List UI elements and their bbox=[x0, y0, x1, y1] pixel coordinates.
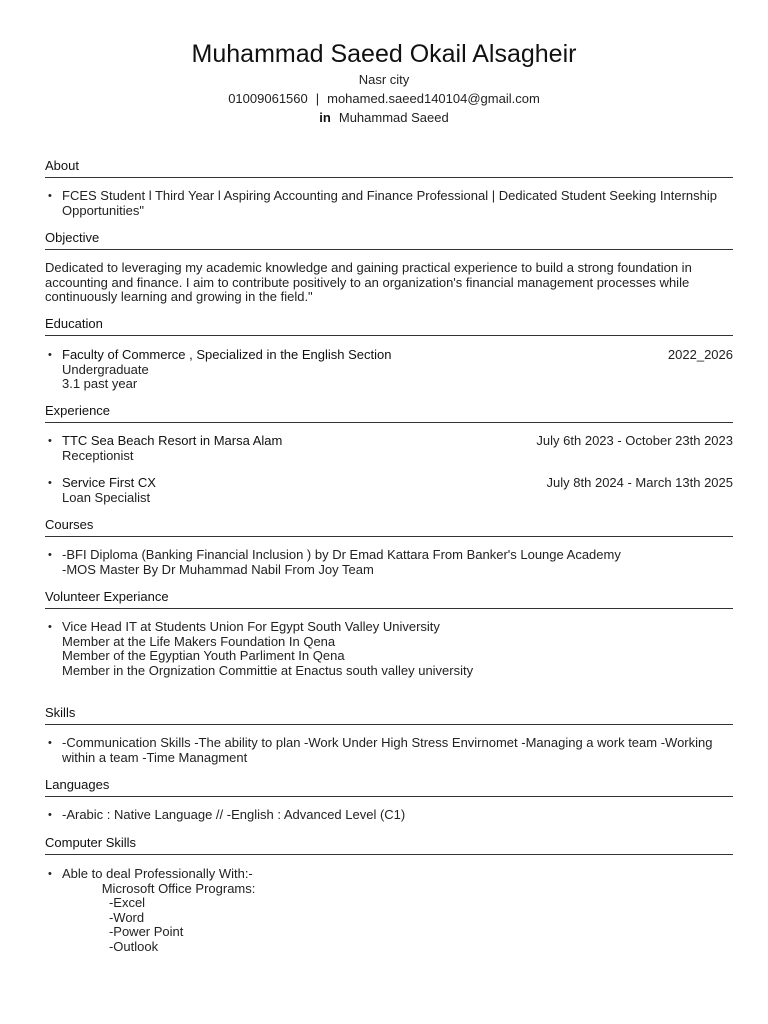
computer-skills-line: • Able to deal Professionally With:- bbox=[62, 866, 253, 881]
computer-skills-line: -Excel bbox=[62, 895, 146, 911]
volunteer-line: • Vice Head IT at Students Union For Egypt South Valley University bbox=[62, 619, 440, 634]
experience-date: July 8th 2024 - March 13th 2025 bbox=[546, 475, 733, 491]
education-date: 2022_2026 bbox=[667, 347, 733, 362]
education-degree: Undergraduate bbox=[62, 361, 149, 377]
computer-skills-section bbox=[45, 835, 733, 955]
section-title-education: Education bbox=[45, 316, 733, 336]
experience-section bbox=[45, 403, 733, 505]
computer-skills-line: -Word bbox=[62, 909, 145, 925]
section-title-computer-skills: Computer Skills bbox=[45, 835, 733, 855]
section-title-languages: Languages bbox=[45, 777, 733, 797]
course-line: • -BFI Diploma (Banking Financial Inclusion ) by Dr Emad Kattara From Banker's Lounge Academy bbox=[62, 547, 621, 562]
objective-text: Dedicated to leveraging my academic knowledge and gaining practical experience to build a strong foundation in accounting and finance. I aim to contribute positively to an organization's financial management processes while continuously learning and growing in the field." bbox=[45, 260, 692, 305]
volunteer-line: Member at the Life Makers Foundation In Qena bbox=[62, 633, 336, 649]
education-gpa: 3.1 past year bbox=[62, 376, 138, 392]
contact-line bbox=[0, 89, 768, 108]
education-section bbox=[45, 316, 733, 392]
linkedin-line bbox=[0, 108, 768, 127]
about-item: • FCES Student l Third Year l Aspiring Accounting and Finance Professional | Dedicated Student Seeking Internship Opportunities" bbox=[45, 189, 733, 218]
phone-number: 01009061560 bbox=[228, 91, 308, 106]
courses-section bbox=[45, 517, 733, 577]
experience-item bbox=[45, 476, 733, 505]
languages-section bbox=[45, 777, 733, 823]
section-title-volunteer: Volunteer Experiance bbox=[45, 589, 733, 609]
courses-item bbox=[45, 548, 733, 577]
computer-skills-line: -Outlook bbox=[62, 938, 159, 954]
computer-skills-item bbox=[45, 867, 733, 955]
email-link[interactable]: mohamed.saeed140104@gmail.com bbox=[327, 91, 540, 106]
linkedin-icon: in bbox=[319, 110, 331, 125]
volunteer-item bbox=[45, 620, 733, 678]
volunteer-line: Member of the Egyptian Youth Parliment In Qena bbox=[62, 648, 345, 664]
course-line: -MOS Master By Dr Muhammad Nabil From Joy Team bbox=[62, 561, 374, 577]
section-title-courses: Courses bbox=[45, 517, 733, 537]
skills-section bbox=[45, 705, 733, 765]
section-title-about: About bbox=[45, 158, 733, 178]
experience-company: • Service First CX bbox=[62, 475, 156, 491]
languages-item: • -Arabic : Native Language // -English : Advanced Level (C1) bbox=[45, 808, 733, 823]
about-section bbox=[45, 158, 733, 218]
section-title-experience: Experience bbox=[45, 403, 733, 423]
linkedin-link[interactable]: Muhammad Saeed bbox=[338, 110, 449, 125]
resume-header bbox=[0, 38, 768, 127]
experience-role: Receptionist bbox=[62, 447, 134, 463]
section-title-objective: Objective bbox=[45, 230, 733, 250]
objective-section bbox=[45, 230, 733, 305]
experience-company: • TTC Sea Beach Resort in Marsa Alam bbox=[62, 433, 283, 448]
computer-skills-line: Microsoft Office Programs: bbox=[62, 880, 256, 896]
location: Nasr city bbox=[358, 72, 410, 87]
candidate-name: Muhammad Saeed Okail Alsagheir bbox=[191, 40, 577, 68]
volunteer-section bbox=[45, 589, 733, 678]
skills-item: • -Communication Skills -The ability to plan -Work Under High Stress Envirnomet -Managing a work team -Working within a team -Time Managment bbox=[45, 736, 733, 765]
contact-separator: | bbox=[315, 91, 320, 106]
computer-skills-line: -Power Point bbox=[62, 924, 184, 940]
experience-date: July 6th 2023 - October 23th 2023 bbox=[536, 433, 733, 448]
education-item bbox=[45, 348, 733, 392]
experience-item bbox=[45, 434, 733, 463]
volunteer-line: Member in the Orgnization Committie at Enactus south valley university bbox=[62, 662, 474, 678]
experience-role: Loan Specialist bbox=[62, 489, 151, 505]
education-institution: • Faculty of Commerce , Specialized in the English Section bbox=[62, 347, 392, 362]
section-title-skills: Skills bbox=[45, 705, 733, 725]
